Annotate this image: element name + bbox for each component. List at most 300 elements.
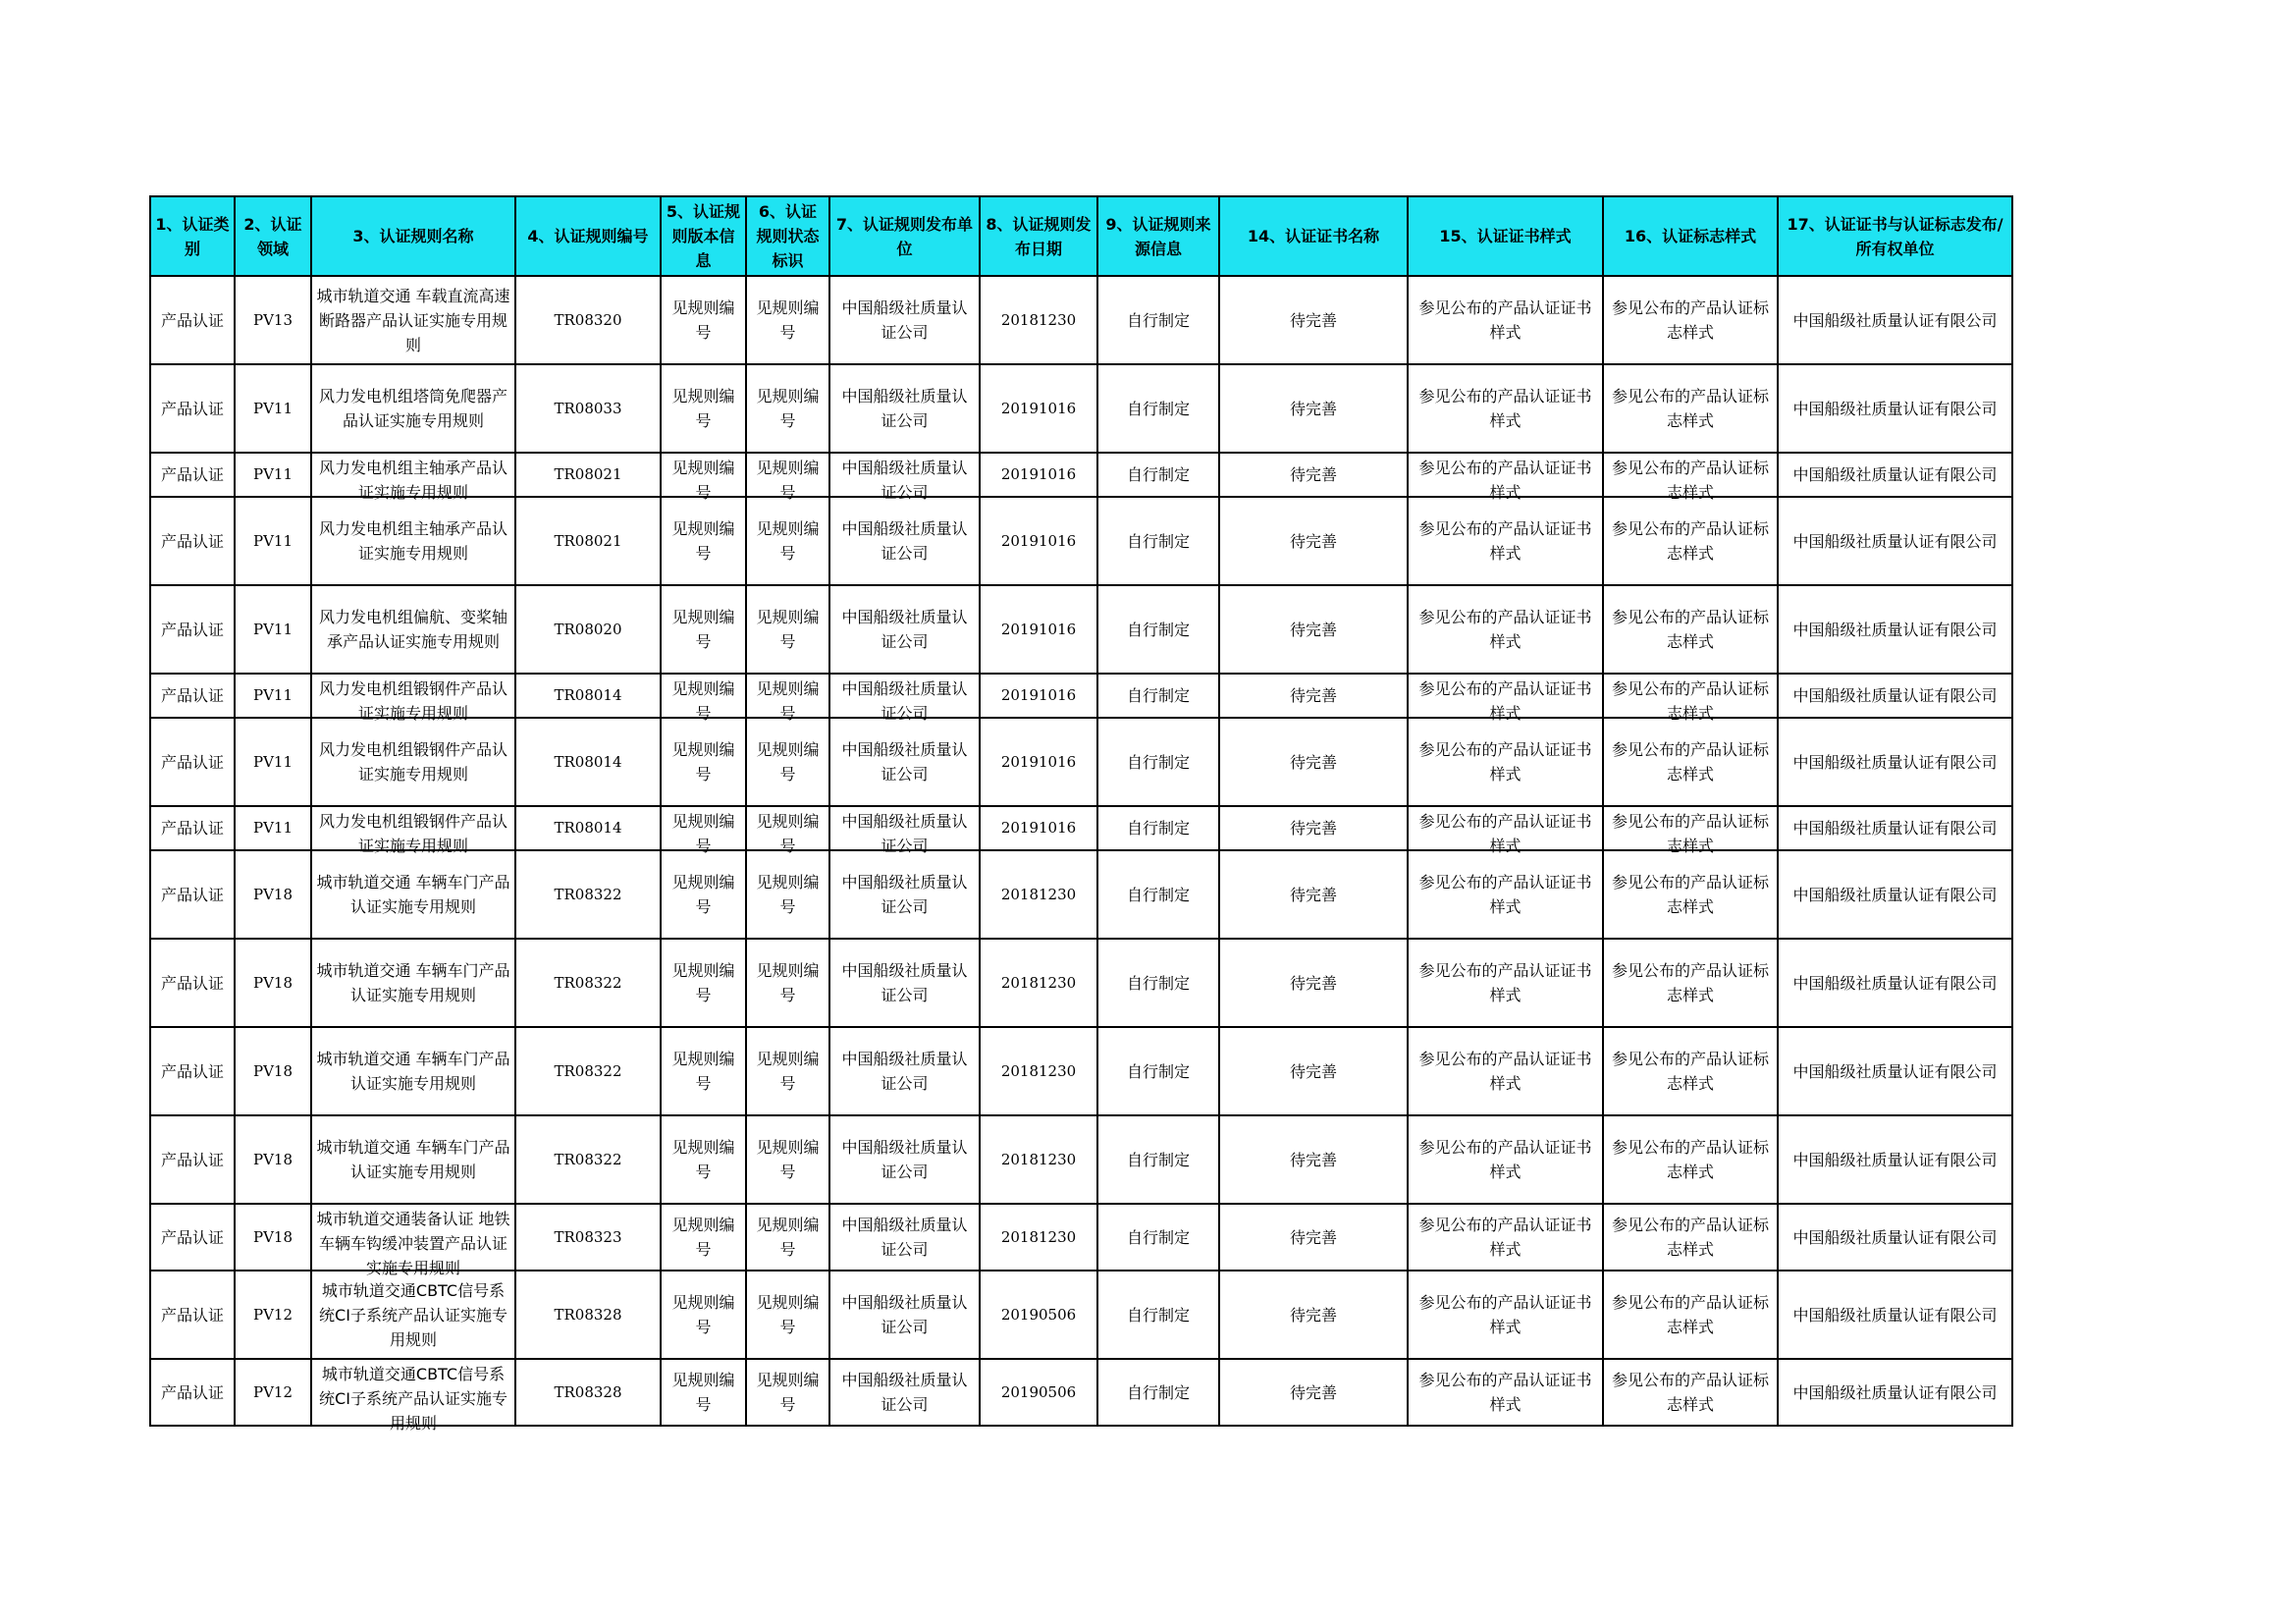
cell-publish-date <box>980 674 1097 718</box>
cell-text: 参见公布的产品认证标志样式 <box>1611 459 1769 502</box>
cell-domain <box>235 718 311 806</box>
cell-text: 自行制定 <box>1126 686 1190 705</box>
cell-text: 产品认证 <box>160 620 224 639</box>
cell-text: 中国船级社质量认证公司 <box>841 1138 968 1181</box>
cell-text: 产品认证 <box>160 399 224 418</box>
header-cell-certificate-name: 14、认证证书名称 <box>1219 196 1408 276</box>
table-row <box>150 1271 2012 1359</box>
cell-text: 参见公布的产品认证证书样式 <box>1418 961 1592 1004</box>
cell-text: 见规则编号 <box>671 679 735 723</box>
cell-rule-number <box>515 276 661 364</box>
cell-text: PV12 <box>252 1382 293 1401</box>
cell-category <box>150 1115 235 1204</box>
cell-version <box>661 1115 746 1204</box>
cell-text: 中国船级社质量认证公司 <box>841 1216 968 1259</box>
cell-mark-style <box>1603 1115 1778 1204</box>
cell-text: TR08033 <box>554 399 622 417</box>
cell-text: TR08320 <box>554 310 622 329</box>
cell-mark-style <box>1603 497 1778 585</box>
cell-text: 产品认证 <box>160 1305 224 1325</box>
cell-text: PV12 <box>252 1305 293 1324</box>
cell-text: 风力发电机组塔筒免爬器产品认证实施专用规则 <box>318 387 507 430</box>
cell-text: 自行制定 <box>1126 819 1190 838</box>
cell-text: 中国船级社质量认证有限公司 <box>1792 686 1998 705</box>
cell-text: PV18 <box>252 885 293 903</box>
cell-publisher <box>829 850 980 939</box>
cell-domain <box>235 674 311 718</box>
cell-certificate-style <box>1408 1027 1603 1115</box>
cell-text: PV18 <box>252 973 293 992</box>
cell-status <box>746 1027 829 1115</box>
cell-text: PV13 <box>252 310 293 329</box>
cell-text: 20181230 <box>1000 1150 1077 1168</box>
cell-text: TR08020 <box>554 620 622 638</box>
cell-text: 中国船级社质量认证有限公司 <box>1792 1061 1998 1081</box>
cell-version <box>661 276 746 364</box>
cell-certificate-name <box>1219 674 1408 718</box>
cell-publisher <box>829 674 980 723</box>
cell-status <box>746 364 829 453</box>
table-row <box>150 806 2012 850</box>
cell-text: 城市轨道交通 车辆车门产品认证实施专用规则 <box>316 1138 510 1181</box>
cell-category <box>150 674 235 718</box>
cell-publish-date <box>980 1204 1097 1271</box>
cell-source <box>1097 806 1219 850</box>
cell-rule-name <box>311 1271 515 1359</box>
cell-text: 中国船级社质量认证公司 <box>841 298 968 342</box>
cell-text: 参见公布的产品认证证书样式 <box>1418 519 1592 563</box>
cell-text: PV18 <box>252 1227 293 1246</box>
cell-text: 自行制定 <box>1126 620 1190 639</box>
cell-publish-date <box>980 453 1097 497</box>
cell-text: 20181230 <box>1000 1227 1077 1246</box>
cell-source <box>1097 939 1219 1027</box>
cell-certificate-name <box>1219 1271 1408 1359</box>
table-body <box>150 276 2012 1433</box>
cell-text: TR08014 <box>554 752 622 771</box>
cell-mark-style <box>1603 806 1778 855</box>
cell-publish-date <box>980 1027 1097 1115</box>
cell-owner <box>1778 1027 2012 1115</box>
cell-text: TR08322 <box>554 973 622 992</box>
cell-publisher <box>829 453 980 502</box>
cell-text: 20191016 <box>1000 531 1077 550</box>
certification-rules-table <box>149 195 2013 1433</box>
cell-text: 城市轨道交通 车辆车门产品认证实施专用规则 <box>316 961 510 1004</box>
cell-text: 见规则编号 <box>756 1293 820 1336</box>
cell-mark-style <box>1603 364 1778 453</box>
table-row <box>150 585 2012 674</box>
cell-text: PV11 <box>252 620 293 638</box>
cell-text: 中国船级社质量认证公司 <box>841 1050 968 1093</box>
cell-text: 参见公布的产品认证证书样式 <box>1418 812 1592 855</box>
cell-text: 见规则编号 <box>756 608 820 651</box>
cell-version <box>661 806 746 855</box>
cell-text: 参见公布的产品认证证书样式 <box>1418 608 1592 651</box>
cell-publish-date <box>980 585 1097 674</box>
cell-text: 产品认证 <box>160 686 224 705</box>
cell-source <box>1097 1359 1219 1426</box>
cell-text: 参见公布的产品认证标志样式 <box>1611 873 1769 916</box>
cell-text: 产品认证 <box>160 973 224 993</box>
cell-text: TR08014 <box>554 686 622 704</box>
cell-text: PV18 <box>252 1061 293 1080</box>
cell-text: 城市轨道交通CBTC信号系统CI子系统产品认证实施专用规则 <box>319 1280 507 1349</box>
cell-text: 参见公布的产品认证证书样式 <box>1418 298 1592 342</box>
cell-version <box>661 364 746 453</box>
cell-publish-date <box>980 939 1097 1027</box>
cell-category <box>150 718 235 806</box>
cell-domain <box>235 806 311 850</box>
cell-text: 待完善 <box>1289 531 1337 551</box>
cell-rule-number <box>515 1027 661 1115</box>
cell-text: 自行制定 <box>1126 1305 1190 1325</box>
cell-certificate-name <box>1219 364 1408 453</box>
cell-certificate-style <box>1408 276 1603 364</box>
cell-text: 见规则编号 <box>671 459 735 502</box>
cell-certificate-style <box>1408 585 1603 674</box>
cell-rule-name <box>311 718 515 806</box>
cell-certificate-name <box>1219 1115 1408 1204</box>
cell-source <box>1097 674 1219 718</box>
cell-text: 中国船级社质量认证有限公司 <box>1792 1150 1998 1169</box>
cell-text: 待完善 <box>1289 1150 1337 1169</box>
cell-mark-style <box>1603 1027 1778 1115</box>
cell-text: 见规则编号 <box>671 608 735 651</box>
cell-text: 待完善 <box>1289 885 1337 904</box>
cell-owner <box>1778 806 2012 850</box>
cell-text: 20181230 <box>1000 310 1077 329</box>
cell-text: 中国船级社质量认证公司 <box>841 387 968 430</box>
cell-rule-number <box>515 1115 661 1204</box>
cell-rule-name <box>311 1027 515 1115</box>
cell-text: 见规则编号 <box>671 1138 735 1181</box>
cell-text: TR08328 <box>554 1305 622 1324</box>
table-row <box>150 939 2012 1027</box>
cell-text: 风力发电机组偏航、变桨轴承产品认证实施专用规则 <box>318 608 507 651</box>
cell-domain <box>235 1027 311 1115</box>
cell-text: 参见公布的产品认证标志样式 <box>1611 608 1769 651</box>
cell-text: 见规则编号 <box>671 1050 735 1093</box>
cell-rule-number <box>515 939 661 1027</box>
cell-owner <box>1778 1204 2012 1271</box>
cell-rule-name <box>311 453 515 502</box>
cell-text: 中国船级社质量认证公司 <box>841 459 968 502</box>
header-cell-publisher: 7、认证规则发布单位 <box>829 196 980 276</box>
cell-text: 待完善 <box>1289 686 1337 705</box>
cell-domain <box>235 1115 311 1204</box>
cell-rule-name <box>311 1204 515 1277</box>
cell-text: 待完善 <box>1289 819 1337 838</box>
cell-status <box>746 939 829 1027</box>
cell-text: 20190506 <box>1000 1382 1077 1401</box>
cell-publisher <box>829 364 980 453</box>
cell-mark-style <box>1603 585 1778 674</box>
cell-text: 待完善 <box>1289 1305 1337 1325</box>
cell-publish-date <box>980 1359 1097 1426</box>
cell-rule-name <box>311 850 515 939</box>
cell-certificate-style <box>1408 939 1603 1027</box>
cell-rule-number <box>515 850 661 939</box>
cell-publisher <box>829 497 980 585</box>
cell-text: 见规则编号 <box>756 1138 820 1181</box>
cell-text: 参见公布的产品认证标志样式 <box>1611 812 1769 855</box>
cell-rule-number <box>515 718 661 806</box>
cell-text: 参见公布的产品认证证书样式 <box>1418 740 1592 784</box>
cell-text: 参见公布的产品认证证书样式 <box>1418 1371 1592 1414</box>
cell-text: 产品认证 <box>160 465 224 484</box>
cell-status <box>746 1204 829 1271</box>
cell-text: 中国船级社质量认证公司 <box>841 812 968 855</box>
header-cell-rule-name: 3、认证规则名称 <box>311 196 515 276</box>
cell-text: 自行制定 <box>1126 1061 1190 1081</box>
cell-status <box>746 718 829 806</box>
cell-text: 中国船级社质量认证有限公司 <box>1792 1305 1998 1325</box>
cell-text: 风力发电机组锻钢件产品认证实施专用规则 <box>318 812 507 855</box>
cell-text: 产品认证 <box>160 885 224 904</box>
cell-rule-name <box>311 939 515 1027</box>
cell-certificate-name <box>1219 585 1408 674</box>
cell-rule-number <box>515 453 661 497</box>
cell-text: 20181230 <box>1000 973 1077 992</box>
cell-text: TR08323 <box>554 1227 622 1246</box>
cell-domain <box>235 1271 311 1359</box>
cell-text: 参见公布的产品认证证书样式 <box>1418 459 1592 502</box>
cell-text: 见规则编号 <box>756 387 820 430</box>
cell-domain <box>235 939 311 1027</box>
cell-text: 待完善 <box>1289 1227 1337 1247</box>
cell-text: 参见公布的产品认证标志样式 <box>1611 1293 1769 1336</box>
cell-text: 见规则编号 <box>756 1050 820 1093</box>
header-cell-source: 9、认证规则来源信息 <box>1097 196 1219 276</box>
cell-mark-style <box>1603 850 1778 939</box>
cell-text: 见规则编号 <box>671 1293 735 1336</box>
cell-owner <box>1778 364 2012 453</box>
cell-publish-date <box>980 806 1097 850</box>
cell-rule-number <box>515 1271 661 1359</box>
cell-certificate-style <box>1408 850 1603 939</box>
cell-publish-date <box>980 1271 1097 1359</box>
cell-text: PV11 <box>252 399 293 417</box>
cell-domain <box>235 276 311 364</box>
cell-rule-name <box>311 364 515 453</box>
cell-publisher <box>829 718 980 806</box>
cell-text: TR08322 <box>554 885 622 903</box>
cell-text: 见规则编号 <box>671 740 735 784</box>
table-row <box>150 497 2012 585</box>
cell-text: 风力发电机组主轴承产品认证实施专用规则 <box>318 459 507 502</box>
cell-text: 参见公布的产品认证标志样式 <box>1611 298 1769 342</box>
cell-text: 产品认证 <box>160 752 224 772</box>
cell-text: 产品认证 <box>160 1061 224 1081</box>
table-row <box>150 1115 2012 1204</box>
cell-text: 自行制定 <box>1126 1227 1190 1247</box>
cell-text: 见规则编号 <box>756 740 820 784</box>
cell-text: 中国船级社质量认证有限公司 <box>1792 399 1998 418</box>
cell-owner <box>1778 939 2012 1027</box>
cell-rule-number <box>515 364 661 453</box>
table-row <box>150 453 2012 497</box>
cell-text: 待完善 <box>1289 465 1337 484</box>
cell-certificate-style <box>1408 718 1603 806</box>
cell-version <box>661 453 746 502</box>
cell-publish-date <box>980 497 1097 585</box>
cell-text: 中国船级社质量认证公司 <box>841 740 968 784</box>
cell-text: 参见公布的产品认证证书样式 <box>1418 387 1592 430</box>
cell-category <box>150 1204 235 1271</box>
cell-text: 20181230 <box>1000 885 1077 903</box>
cell-text: 中国船级社质量认证有限公司 <box>1792 819 1998 838</box>
cell-status <box>746 674 829 723</box>
table-row <box>150 276 2012 364</box>
cell-owner <box>1778 1115 2012 1204</box>
cell-text: 城市轨道交通 车载直流高速断路器产品认证实施专用规则 <box>316 286 510 354</box>
cell-mark-style <box>1603 276 1778 364</box>
cell-category <box>150 806 235 850</box>
cell-source <box>1097 453 1219 497</box>
cell-category <box>150 453 235 497</box>
cell-text: 自行制定 <box>1126 752 1190 772</box>
cell-text: 中国船级社质量认证有限公司 <box>1792 973 1998 993</box>
cell-text: 见规则编号 <box>756 519 820 563</box>
cell-text: 参见公布的产品认证证书样式 <box>1418 1293 1592 1336</box>
cell-text: 见规则编号 <box>756 1216 820 1259</box>
cell-rule-number <box>515 585 661 674</box>
cell-publisher <box>829 1359 980 1426</box>
cell-rule-name <box>311 806 515 855</box>
table-row <box>150 364 2012 453</box>
cell-category <box>150 1359 235 1426</box>
cell-text: 20191016 <box>1000 465 1077 483</box>
cell-publisher <box>829 1115 980 1204</box>
cell-text: 中国船级社质量认证公司 <box>841 873 968 916</box>
cell-text: 中国船级社质量认证有限公司 <box>1792 1227 1998 1247</box>
cell-text: 中国船级社质量认证公司 <box>841 961 968 1004</box>
cell-certificate-name <box>1219 1027 1408 1115</box>
cell-domain <box>235 850 311 939</box>
cell-category <box>150 276 235 364</box>
cell-rule-name <box>311 585 515 674</box>
cell-text: TR08021 <box>554 531 622 550</box>
cell-source <box>1097 585 1219 674</box>
cell-text: 中国船级社质量认证公司 <box>841 1293 968 1336</box>
cell-publish-date <box>980 1115 1097 1204</box>
cell-text: 产品认证 <box>160 531 224 551</box>
cell-text: 参见公布的产品认证证书样式 <box>1418 1138 1592 1181</box>
cell-rule-name <box>311 674 515 723</box>
cell-text: 中国船级社质量认证有限公司 <box>1792 1382 1998 1402</box>
cell-text: TR08322 <box>554 1150 622 1168</box>
cell-text: 城市轨道交通 车辆车门产品认证实施专用规则 <box>316 1050 510 1093</box>
cell-category <box>150 497 235 585</box>
cell-rule-name <box>311 497 515 585</box>
cell-source <box>1097 1115 1219 1204</box>
cell-text: 自行制定 <box>1126 1150 1190 1169</box>
cell-text: 中国船级社质量认证有限公司 <box>1792 752 1998 772</box>
cell-text: 参见公布的产品认证标志样式 <box>1611 519 1769 563</box>
cell-status <box>746 1271 829 1359</box>
cell-certificate-style <box>1408 1115 1603 1204</box>
cell-text: PV11 <box>252 465 293 483</box>
cell-rule-number <box>515 1359 661 1426</box>
cell-certificate-name <box>1219 453 1408 497</box>
cell-status <box>746 806 829 855</box>
cell-status <box>746 453 829 502</box>
cell-certificate-name <box>1219 276 1408 364</box>
cell-text: 自行制定 <box>1126 973 1190 993</box>
cell-text: 见规则编号 <box>671 873 735 916</box>
cell-text: 20181230 <box>1000 1061 1077 1080</box>
cell-text: 20191016 <box>1000 819 1077 837</box>
cell-text: 见规则编号 <box>756 812 820 855</box>
header-cell-owner: 17、认证证书与认证标志发布/所有权单位 <box>1778 196 2012 276</box>
cell-text: 20191016 <box>1000 399 1077 417</box>
cell-text: 参见公布的产品认证证书样式 <box>1418 1050 1592 1093</box>
cell-domain <box>235 585 311 674</box>
cell-text: 见规则编号 <box>671 298 735 342</box>
cell-domain <box>235 453 311 497</box>
cell-certificate-name <box>1219 1204 1408 1271</box>
cell-rule-name <box>311 1359 515 1433</box>
cell-text: 中国船级社质量认证有限公司 <box>1792 885 1998 904</box>
table-row <box>150 718 2012 806</box>
cell-text: 待完善 <box>1289 1382 1337 1402</box>
cell-text: 中国船级社质量认证公司 <box>841 679 968 723</box>
cell-text: 风力发电机组锻钢件产品认证实施专用规则 <box>318 679 507 723</box>
header-row <box>150 196 2012 276</box>
cell-text: PV11 <box>252 531 293 550</box>
cell-text: 待完善 <box>1289 973 1337 993</box>
cell-text: 中国船级社质量认证公司 <box>841 519 968 563</box>
cell-owner <box>1778 1271 2012 1359</box>
cell-publisher <box>829 585 980 674</box>
cell-source <box>1097 497 1219 585</box>
header-cell-version: 5、认证规则版本信息 <box>661 196 746 276</box>
cell-text: TR08014 <box>554 819 622 837</box>
cell-text: 见规则编号 <box>671 519 735 563</box>
cell-version <box>661 674 746 723</box>
cell-text: 待完善 <box>1289 752 1337 772</box>
cell-version <box>661 1359 746 1426</box>
cell-text: 待完善 <box>1289 310 1337 330</box>
cell-text: 参见公布的产品认证标志样式 <box>1611 679 1769 723</box>
cell-text: 中国船级社质量认证有限公司 <box>1792 465 1998 484</box>
cell-text: 参见公布的产品认证标志样式 <box>1611 961 1769 1004</box>
cell-status <box>746 1115 829 1204</box>
cell-text: 参见公布的产品认证标志样式 <box>1611 1371 1769 1414</box>
cell-owner <box>1778 850 2012 939</box>
cell-version <box>661 585 746 674</box>
cell-certificate-style <box>1408 1204 1603 1271</box>
cell-category <box>150 585 235 674</box>
cell-text: 20190506 <box>1000 1305 1077 1324</box>
cell-text: 待完善 <box>1289 399 1337 418</box>
cell-text: TR08328 <box>554 1382 622 1401</box>
cell-certificate-style <box>1408 1359 1603 1426</box>
cell-text: 见规则编号 <box>671 812 735 855</box>
cell-text: 参见公布的产品认证证书样式 <box>1418 1216 1592 1259</box>
cell-publisher <box>829 1271 980 1359</box>
cell-category <box>150 850 235 939</box>
cell-text: 自行制定 <box>1126 531 1190 551</box>
header-cell-category: 1、认证类别 <box>150 196 235 276</box>
cell-certificate-name <box>1219 718 1408 806</box>
cell-rule-name <box>311 276 515 364</box>
cell-certificate-style <box>1408 674 1603 723</box>
cell-text: 见规则编号 <box>671 1216 735 1259</box>
cell-text: 20191016 <box>1000 686 1077 704</box>
cell-text: 产品认证 <box>160 1150 224 1169</box>
